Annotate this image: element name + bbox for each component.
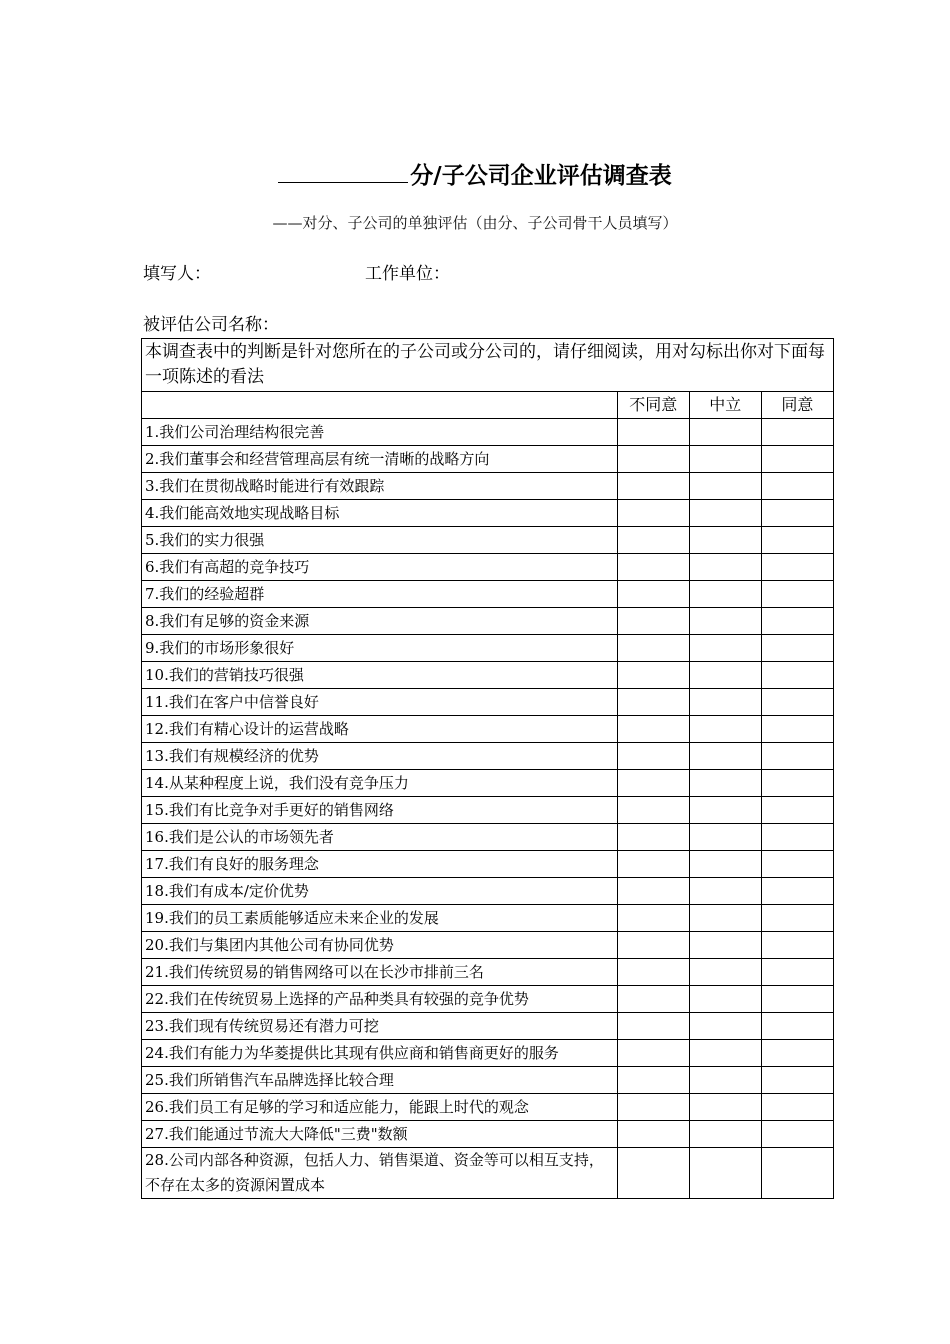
- neutral-checkbox-cell[interactable]: [689, 770, 761, 797]
- agree-checkbox-cell[interactable]: [761, 500, 833, 527]
- intro-row: [142, 339, 834, 392]
- neutral-checkbox-cell[interactable]: [689, 878, 761, 905]
- neutral-checkbox-cell[interactable]: [689, 959, 761, 986]
- agree-checkbox-cell[interactable]: [761, 986, 833, 1013]
- statement-text: 16.我们是公认的市场领先者: [142, 824, 618, 851]
- statement-text: 18.我们有成本/定价优势: [142, 878, 618, 905]
- disagree-checkbox-cell[interactable]: [617, 608, 689, 635]
- table-row: [142, 419, 834, 446]
- statement-text: 21.我们传统贸易的销售网络可以在长沙市排前三名: [142, 959, 618, 986]
- disagree-checkbox-cell[interactable]: [617, 797, 689, 824]
- agree-checkbox-cell[interactable]: [761, 635, 833, 662]
- subtitle: ——对分、子公司的单独评估（由分、子公司骨干人员填写）: [272, 214, 678, 232]
- table-row: [142, 1067, 834, 1094]
- agree-checkbox-cell[interactable]: [761, 1094, 833, 1121]
- neutral-checkbox-cell[interactable]: [689, 851, 761, 878]
- statement-text: 14.从某种程度上说，我们没有竞争压力: [142, 770, 618, 797]
- neutral-checkbox-cell[interactable]: [689, 932, 761, 959]
- neutral-checkbox-cell[interactable]: [689, 635, 761, 662]
- statement-text: 6.我们有高超的竞争技巧: [142, 554, 618, 581]
- neutral-checkbox-cell[interactable]: [689, 824, 761, 851]
- neutral-checkbox-cell[interactable]: [689, 986, 761, 1013]
- disagree-checkbox-cell[interactable]: [617, 743, 689, 770]
- statement-text: 2.我们董事会和经营管理高层有统一清晰的战略方向: [142, 446, 618, 473]
- disagree-checkbox-cell[interactable]: [617, 851, 689, 878]
- neutral-checkbox-cell[interactable]: [689, 716, 761, 743]
- statement-text: 4.我们能高效地实现战略目标: [142, 500, 618, 527]
- table-row: [142, 1040, 834, 1067]
- disagree-checkbox-cell[interactable]: [617, 635, 689, 662]
- disagree-checkbox-cell[interactable]: [617, 1040, 689, 1067]
- column-header-disagree: 不同意: [617, 392, 689, 419]
- table-row: [142, 878, 834, 905]
- disagree-checkbox-cell[interactable]: [617, 1067, 689, 1094]
- survey-table: [141, 338, 834, 1199]
- neutral-checkbox-cell[interactable]: [689, 905, 761, 932]
- disagree-checkbox-cell[interactable]: [617, 689, 689, 716]
- disagree-checkbox-cell[interactable]: [617, 824, 689, 851]
- disagree-checkbox-cell[interactable]: [617, 554, 689, 581]
- statement-header-cell: [142, 392, 618, 419]
- agree-checkbox-cell[interactable]: [761, 797, 833, 824]
- agree-checkbox-cell[interactable]: [761, 770, 833, 797]
- filler-label: 填写人：: [143, 264, 211, 284]
- agree-checkbox-cell[interactable]: [761, 1148, 833, 1199]
- statement-text: 28.公司内部各种资源，包括人力、销售渠道、资金等可以相互支持，不存在太多的资源闲置成本: [142, 1148, 618, 1199]
- column-header-neutral: 中立: [689, 392, 761, 419]
- table-row: [142, 1013, 834, 1040]
- disagree-checkbox-cell[interactable]: [617, 1013, 689, 1040]
- table-row: [142, 446, 834, 473]
- neutral-checkbox-cell[interactable]: [689, 419, 761, 446]
- agree-checkbox-cell[interactable]: [761, 1040, 833, 1067]
- statement-text: 24.我们有能力为华菱提供比其现有供应商和销售商更好的服务: [142, 1040, 618, 1067]
- disagree-checkbox-cell[interactable]: [617, 905, 689, 932]
- table-row: [142, 1094, 834, 1121]
- neutral-checkbox-cell[interactable]: [689, 1040, 761, 1067]
- agree-checkbox-cell[interactable]: [761, 716, 833, 743]
- table-row: [142, 851, 834, 878]
- statement-text: 23.我们现有传统贸易还有潜力可挖: [142, 1013, 618, 1040]
- neutral-checkbox-cell[interactable]: [689, 581, 761, 608]
- agree-checkbox-cell[interactable]: [761, 959, 833, 986]
- statement-text: 10.我们的营销技巧很强: [142, 662, 618, 689]
- statement-text: 3.我们在贯彻战略时能进行有效跟踪: [142, 473, 618, 500]
- table-row: [142, 986, 834, 1013]
- agree-checkbox-cell[interactable]: [761, 1121, 833, 1148]
- disagree-checkbox-cell[interactable]: [617, 716, 689, 743]
- agree-checkbox-cell[interactable]: [761, 932, 833, 959]
- neutral-checkbox-cell[interactable]: [689, 527, 761, 554]
- agree-checkbox-cell[interactable]: [761, 824, 833, 851]
- table-row: [142, 689, 834, 716]
- table-row: [142, 797, 834, 824]
- neutral-checkbox-cell[interactable]: [689, 797, 761, 824]
- statement-text: 13.我们有规模经济的优势: [142, 743, 618, 770]
- statement-text: 15.我们有比竞争对手更好的销售网络: [142, 797, 618, 824]
- header-row: [142, 392, 834, 419]
- neutral-checkbox-cell[interactable]: [689, 1013, 761, 1040]
- table-row: [142, 1148, 834, 1199]
- statement-text: 12.我们有精心设计的运营战略: [142, 716, 618, 743]
- table-row: [142, 554, 834, 581]
- neutral-checkbox-cell[interactable]: [689, 1121, 761, 1148]
- neutral-checkbox-cell[interactable]: [689, 689, 761, 716]
- disagree-checkbox-cell[interactable]: [617, 878, 689, 905]
- company-name-blank[interactable]: [278, 156, 408, 183]
- neutral-checkbox-cell[interactable]: [689, 473, 761, 500]
- table-row: [142, 1121, 834, 1148]
- agree-checkbox-cell[interactable]: [761, 473, 833, 500]
- statement-text: 20.我们与集团内其他公司有协同优势: [142, 932, 618, 959]
- neutral-checkbox-cell[interactable]: [689, 1148, 761, 1199]
- agree-checkbox-cell[interactable]: [761, 689, 833, 716]
- table-row: [142, 662, 834, 689]
- disagree-checkbox-cell[interactable]: [617, 419, 689, 446]
- agree-checkbox-cell[interactable]: [761, 446, 833, 473]
- disagree-checkbox-cell[interactable]: [617, 1094, 689, 1121]
- statement-text: 17.我们有良好的服务理念: [142, 851, 618, 878]
- agree-checkbox-cell[interactable]: [761, 743, 833, 770]
- statement-text: 27.我们能通过节流大大降低"三费"数额: [142, 1121, 618, 1148]
- table-row: [142, 905, 834, 932]
- disagree-checkbox-cell[interactable]: [617, 581, 689, 608]
- table-row: [142, 932, 834, 959]
- agree-checkbox-cell[interactable]: [761, 662, 833, 689]
- statement-text: 11.我们在客户中信誉良好: [142, 689, 618, 716]
- statement-text: 19.我们的员工素质能够适应未来企业的发展: [142, 905, 618, 932]
- table-row: [142, 527, 834, 554]
- table-row: [142, 608, 834, 635]
- table-row: [142, 581, 834, 608]
- disagree-checkbox-cell[interactable]: [617, 959, 689, 986]
- neutral-checkbox-cell[interactable]: [689, 500, 761, 527]
- table-row: [142, 743, 834, 770]
- intro-text: 本调查表中的判断是针对您所在的子公司或分公司的，请仔细阅读，用对勾标出你对下面每一项陈述的看法: [142, 339, 834, 392]
- disagree-checkbox-cell[interactable]: [617, 446, 689, 473]
- table-row: [142, 500, 834, 527]
- neutral-checkbox-cell[interactable]: [689, 1094, 761, 1121]
- agree-checkbox-cell[interactable]: [761, 878, 833, 905]
- statement-text: 25.我们所销售汽车品牌选择比较合理: [142, 1067, 618, 1094]
- disagree-checkbox-cell[interactable]: [617, 662, 689, 689]
- work-unit-label: 工作单位：: [365, 264, 450, 284]
- disagree-checkbox-cell[interactable]: [617, 932, 689, 959]
- statement-text: 1.我们公司治理结构很完善: [142, 419, 618, 446]
- table-row: [142, 959, 834, 986]
- agree-checkbox-cell[interactable]: [761, 608, 833, 635]
- disagree-checkbox-cell[interactable]: [617, 770, 689, 797]
- table-row: [142, 716, 834, 743]
- neutral-checkbox-cell[interactable]: [689, 1067, 761, 1094]
- disagree-checkbox-cell[interactable]: [617, 986, 689, 1013]
- statement-text: 22.我们在传统贸易上选择的产品种类具有较强的竞争优势: [142, 986, 618, 1013]
- statement-text: 8.我们有足够的资金来源: [142, 608, 618, 635]
- neutral-checkbox-cell[interactable]: [689, 446, 761, 473]
- agree-checkbox-cell[interactable]: [761, 851, 833, 878]
- agree-checkbox-cell[interactable]: [761, 527, 833, 554]
- title-text: 分/子公司企业评估调查表: [410, 163, 672, 189]
- column-header-agree: 同意: [761, 392, 833, 419]
- neutral-checkbox-cell[interactable]: [689, 554, 761, 581]
- table-row: [142, 635, 834, 662]
- neutral-checkbox-cell[interactable]: [689, 608, 761, 635]
- disagree-checkbox-cell[interactable]: [617, 473, 689, 500]
- agree-checkbox-cell[interactable]: [761, 905, 833, 932]
- statement-text: 7.我们的经验超群: [142, 581, 618, 608]
- table-row: [142, 770, 834, 797]
- neutral-checkbox-cell[interactable]: [689, 662, 761, 689]
- agree-checkbox-cell[interactable]: [761, 1067, 833, 1094]
- page-title: [0, 156, 950, 194]
- neutral-checkbox-cell[interactable]: [689, 743, 761, 770]
- disagree-checkbox-cell[interactable]: [617, 1121, 689, 1148]
- agree-checkbox-cell[interactable]: [761, 419, 833, 446]
- table-row: [142, 824, 834, 851]
- statement-text: 5.我们的实力很强: [142, 527, 618, 554]
- evaluated-company-label: 被评估公司名称：: [143, 315, 279, 335]
- disagree-checkbox-cell[interactable]: [617, 527, 689, 554]
- statement-text: 26.我们员工有足够的学习和适应能力，能跟上时代的观念: [142, 1094, 618, 1121]
- disagree-checkbox-cell[interactable]: [617, 1148, 689, 1199]
- disagree-checkbox-cell[interactable]: [617, 500, 689, 527]
- statement-text: 9.我们的市场形象很好: [142, 635, 618, 662]
- agree-checkbox-cell[interactable]: [761, 554, 833, 581]
- table-row: [142, 473, 834, 500]
- agree-checkbox-cell[interactable]: [761, 581, 833, 608]
- agree-checkbox-cell[interactable]: [761, 1013, 833, 1040]
